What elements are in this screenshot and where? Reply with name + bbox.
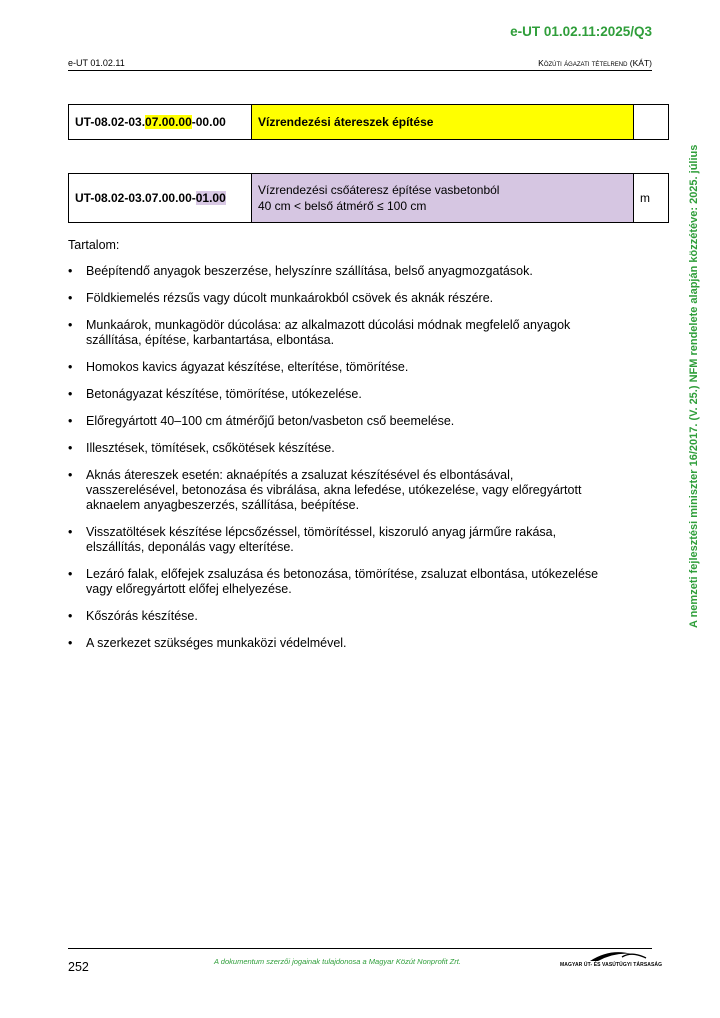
logo-text: MAGYAR ÚT- ÉS VASÚTÜGYI TÁRSASÁG [560,962,663,968]
list-item [68,360,608,375]
bullet-icon: • [68,414,73,428]
list-item [68,468,608,513]
item-title: Vízrendezési átereszek építése [252,105,634,140]
item-title-line1: Vízrendezési csőáteresz építése vasbetonból [258,183,500,197]
header-right: Közúti ágazati tételrend (KÁT) [538,58,652,68]
item-unit: m [634,174,669,223]
code-prefix: UT-08.02-03.07.00.00- [75,191,196,205]
header-left: e-UT 01.02.11 [68,58,125,68]
list-item [68,318,608,348]
list-item [68,387,608,402]
item-group-table [68,104,669,140]
item-table [68,173,669,223]
item-code [69,174,252,223]
table-row [69,174,669,223]
list-item-text: Aknás átereszek esetén: aknaépítés a zsaluzat készítésével és elbontásával, vasszerelésével, betonozása és vibrálása, akna lefedése, utókezelése, vagy előregyártott aknaelem anyagbeszerzés, szállítása, beépítése. [86,468,582,512]
list-item [68,414,608,429]
code-prefix: UT-08.02-03. [75,115,146,129]
table-row [69,105,669,140]
code-highlight: 01.00 [195,191,226,205]
list-item-text: Betonágyazat készítése, tömörítése, utókezelése. [86,387,362,401]
list-item [68,441,608,456]
list-item-text: Előregyártott 40–100 cm átmérőjű beton/vasbeton cső beemelése. [86,414,455,428]
bullet-icon: • [68,609,73,623]
content-label: Tartalom: [68,238,120,252]
list-item-text: Lezáró falak, előfejek zsaluzása és betonozása, tömörítése, zsaluzat elbontása, utókezelése vagy előregyártott előfej elhelyezése. [86,567,599,596]
company-logo [560,948,663,972]
list-item-text: Kőszórás készítése. [86,609,198,623]
header-divider [68,70,652,71]
item-title-line2: 40 cm < belső átmérő ≤ 100 cm [258,199,427,213]
code-highlight: 07.00.00 [145,115,192,129]
bullet-icon: • [68,387,73,401]
bullet-icon: • [68,360,73,374]
list-item [68,264,608,279]
list-item-text: Visszatöltések készítése lépcsőzéssel, tömörítéssel, kiszoruló anyag járműre rakása, elszállítás, deponálás vagy elterítése. [86,525,557,554]
bullet-icon: • [68,567,73,581]
list-item [68,567,608,597]
bullet-icon: • [68,636,73,650]
list-item [68,636,608,651]
bullet-icon: • [68,525,73,539]
list-item-text: Beépítendő anyagok beszerzése, helyszínre szállítása, belső anyagmozgatások. [86,264,533,278]
list-item-text: Földkiemelés rézsűs vagy dúcolt munkaárokból csövek és aknák részére. [86,291,494,305]
item-title [252,174,634,223]
list-item [68,291,608,306]
list-item-text: Munkaárok, munkagödör dúcolása: az alkalmazott dúcolási módnak megfelelő anyagok szállítása, építése, karbantartása, elbontása. [86,318,571,347]
list-item-text: A szerkezet szükséges munkaközi védelmével. [86,636,347,650]
side-note: A nemzeti fejlesztési miniszter 16/2017. (V. 25.) NFM rendelete alapján közzétéve: 2025. július [688,144,700,628]
item-unit [634,105,669,140]
document-code: e-UT 01.02.11:2025/Q3 [510,24,652,39]
bullet-icon: • [68,291,73,305]
bullet-icon: • [68,264,73,278]
list-item-text: Illesztések, tömítések, csőkötések készítése. [86,441,335,455]
list-item [68,609,608,624]
bullet-icon: • [68,441,73,455]
bullet-icon: • [68,468,73,482]
bullet-icon: • [68,318,73,332]
content-list [68,264,608,663]
page-number: 252 [68,960,89,974]
copyright-notice: A dokumentum szerzői jogainak tulajdonosa a Magyar Közút Nonprofit Zrt. [214,957,461,966]
item-code [69,105,252,140]
code-suffix: -00.00 [191,115,226,129]
list-item-text: Homokos kavics ágyazat készítése, elterítése, tömörítése. [86,360,409,374]
list-item [68,525,608,555]
